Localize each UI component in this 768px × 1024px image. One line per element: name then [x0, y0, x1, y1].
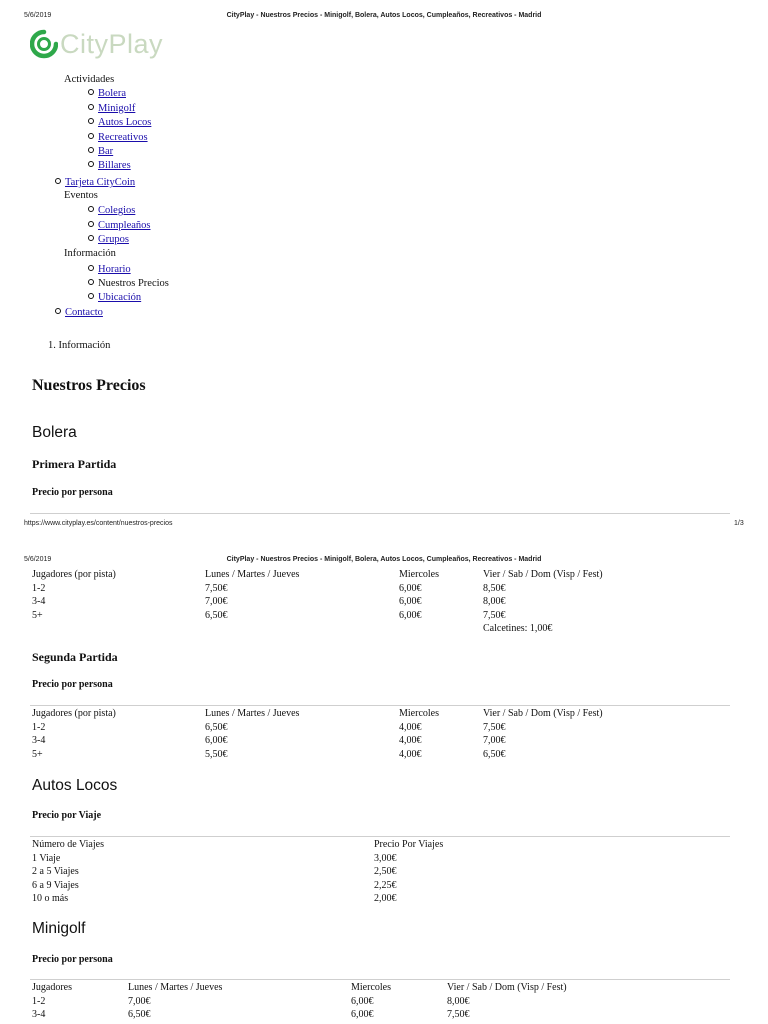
table-row: [32, 595, 732, 609]
table-cell: 3-4: [32, 596, 46, 608]
table-top-rule: [30, 836, 730, 837]
table-autos-locos: [32, 838, 732, 906]
breadcrumb-number: 1.: [48, 340, 56, 351]
table-cell: 6,50€: [205, 609, 228, 621]
menu-item-cumpleanos[interactable]: [88, 219, 151, 233]
subheading-precio-persona: Precio por persona: [32, 487, 113, 498]
logo-text: CityPlay: [60, 28, 164, 59]
table-cell: 5,50€: [205, 748, 228, 760]
menu-item-ubicacion[interactable]: [88, 291, 141, 305]
menu-item-recreativos[interactable]: [88, 131, 148, 145]
section-heading-autos-locos: Autos Locos: [32, 777, 118, 794]
menu-link-autos-locos[interactable]: Autos Locos: [98, 117, 152, 129]
table-header-row: [32, 981, 732, 995]
table-row: [32, 609, 732, 623]
menu-item-colegios[interactable]: [88, 204, 135, 218]
table-header-cell: Miercoles: [399, 569, 439, 580]
menu-link-horario[interactable]: Horario: [98, 263, 131, 275]
table-row: [32, 721, 732, 735]
table-cell: 4,00€: [399, 735, 422, 747]
menu-link-minigolf[interactable]: Minigolf: [98, 102, 136, 114]
table-cell: 4,00€: [399, 721, 422, 733]
table-cell: 7,00€: [483, 735, 506, 747]
bullet-icon: [88, 133, 94, 139]
table-top-rule: [30, 705, 730, 706]
table-cell: 3-4: [32, 1009, 46, 1021]
print-header-title: CityPlay - Nuestros Precios - Minigolf, Bolera, Autos Locos, Cumpleaños, Recreativos - Madrid: [226, 556, 542, 563]
bullet-icon: [88, 89, 94, 95]
bullet-icon: [88, 293, 94, 299]
bullet-icon: [88, 279, 94, 285]
bullet-icon: [88, 118, 94, 124]
table-cell: 6,00€: [351, 1009, 374, 1021]
menu-item-billares[interactable]: [88, 159, 131, 173]
menu-current-nuestros-precios[interactable]: Nuestros Precios: [98, 278, 169, 289]
table-header-cell: Miercoles: [351, 982, 391, 993]
table-row: [32, 995, 732, 1009]
site-logo[interactable]: [30, 28, 163, 60]
table-header-cell: Jugadores: [32, 982, 72, 993]
table-header-cell: Vier / Sab / Dom (Visp / Fest): [483, 569, 603, 580]
table-row: [32, 879, 732, 893]
table-note-row: [32, 622, 732, 636]
table-row: [32, 748, 732, 762]
table-minigolf: [32, 981, 732, 1022]
table-header-row: [32, 707, 732, 721]
table-cell: 5+: [32, 748, 43, 760]
breadcrumb: [48, 340, 110, 351]
menu-link-recreativos[interactable]: Recreativos: [98, 131, 148, 143]
print-header-date: 5/6/2019: [24, 556, 52, 563]
table-cell: 5+: [32, 609, 43, 621]
table-cell: 3,00€: [374, 852, 397, 864]
section-heading-bolera: Bolera: [32, 424, 77, 441]
table-cell: 1-2: [32, 721, 46, 733]
table-cell: 7,50€: [447, 1009, 470, 1021]
bullet-icon: [88, 221, 94, 227]
table-cell: 2,00€: [374, 893, 397, 905]
bullet-icon: [55, 308, 61, 314]
bullet-icon: [55, 178, 61, 184]
menu-link-tarjeta[interactable]: Tarjeta CityCoin: [65, 177, 136, 189]
menu-item-autos-locos[interactable]: [88, 116, 151, 130]
bullet-icon: [88, 161, 94, 167]
menu-item-horario[interactable]: [88, 263, 131, 277]
table-cell: 7,00€: [128, 995, 151, 1007]
table-cell: 8,00€: [483, 596, 506, 608]
bullet-icon: [88, 235, 94, 241]
breadcrumb-item[interactable]: Información: [58, 340, 111, 351]
print-header-date: 5/6/2019: [24, 12, 52, 19]
table-header-cell: Precio Por Viajes: [374, 839, 444, 850]
table-cell: 6,00€: [399, 596, 422, 608]
table-cell: 6 a 9 Viajes: [32, 879, 79, 891]
table-cell: 7,00€: [205, 596, 228, 608]
menu-item-contacto[interactable]: [55, 306, 103, 320]
table-cell: 6,00€: [399, 582, 422, 594]
main-menu: [0, 73, 768, 333]
table-header-cell: Lunes / Martes / Jueves: [205, 569, 300, 580]
table-cell: 3-4: [32, 735, 46, 747]
menu-eventos-label: Eventos: [64, 190, 98, 202]
menu-informacion-label: Información: [64, 248, 116, 260]
table-cell: 6,00€: [351, 995, 374, 1007]
menu-link-billares[interactable]: Billares: [98, 160, 131, 172]
heading-primera-partida: Primera Partida: [32, 457, 117, 471]
socks-price-note: Calcetines: 1,00€: [483, 623, 553, 635]
table-header-cell: Miercoles: [399, 708, 439, 719]
table-header-cell: Jugadores (por pista): [32, 569, 116, 580]
menu-link-ubicacion[interactable]: Ubicación: [98, 292, 142, 304]
table-cell: 4,00€: [399, 748, 422, 760]
menu-link-bar[interactable]: Bar: [98, 146, 114, 157]
table-cell: 2 a 5 Viajes: [32, 866, 79, 878]
table-cell: 6,50€: [483, 748, 506, 760]
table-header-cell: Número de Viajes: [32, 839, 104, 850]
table-cell: 8,50€: [483, 582, 506, 594]
table-cell: 2,25€: [374, 879, 397, 891]
table-cell: 1-2: [32, 995, 46, 1007]
table-header-cell: Vier / Sab / Dom (Visp / Fest): [447, 982, 567, 993]
table-cell: 2,50€: [374, 866, 397, 878]
bullet-icon: [88, 147, 94, 153]
table-header-row: [32, 838, 732, 852]
table-cell: 7,50€: [205, 582, 228, 594]
table-header-cell: Lunes / Martes / Jueves: [128, 982, 223, 993]
heading-segunda-partida: Segunda Partida: [32, 650, 118, 664]
table-cell: 6,00€: [205, 735, 228, 747]
print-header-title: CityPlay - Nuestros Precios - Minigolf, Bolera, Autos Locos, Cumpleaños, Recreativos - Madrid: [226, 12, 542, 19]
table-row: [32, 1008, 732, 1022]
menu-item-nuestros-precios[interactable]: [88, 277, 169, 291]
menu-item-minigolf[interactable]: [88, 102, 135, 116]
table-row: [32, 734, 732, 748]
table-cell: 1 Viaje: [32, 852, 61, 864]
table-header-cell: Vier / Sab / Dom (Visp / Fest): [483, 708, 603, 719]
subheading-precio-persona: Precio por persona: [32, 679, 113, 690]
menu-item-bar[interactable]: [88, 145, 113, 159]
table-top-rule: [30, 979, 730, 980]
table-cell: 1-2: [32, 582, 46, 594]
table-cell: 7,50€: [483, 609, 506, 621]
table-row: [32, 852, 732, 866]
table-cell: 6,50€: [128, 1009, 151, 1021]
table-cell: 8,00€: [447, 995, 470, 1007]
table-header-cell: Jugadores (por pista): [32, 708, 116, 719]
menu-item-bolera[interactable]: [88, 87, 126, 101]
print-footer-url: https://www.cityplay.es/content/nuestros-precios: [24, 520, 173, 527]
table-row: [32, 865, 732, 879]
menu-link-colegios[interactable]: Colegios: [98, 205, 136, 217]
menu-item-grupos[interactable]: [88, 233, 129, 247]
table-row: [32, 892, 732, 906]
bullet-icon: [88, 206, 94, 212]
table-cell: 6,50€: [205, 721, 228, 733]
page-break-rule: [30, 513, 730, 514]
menu-link-bolera[interactable]: Bolera: [98, 88, 126, 100]
table-header-row: [32, 568, 732, 582]
menu-link-cumpleanos[interactable]: Cumpleaños: [98, 219, 151, 231]
menu-actividades-label: Actividades: [64, 74, 115, 85]
menu-link-grupos[interactable]: Grupos: [98, 234, 129, 245]
bullet-icon: [88, 104, 94, 110]
table-cell: 7,50€: [483, 721, 506, 733]
cityplay-logo-icon: [30, 28, 58, 60]
table-row: [32, 582, 732, 596]
section-heading-minigolf: Minigolf: [32, 920, 86, 937]
table-bolera-primera: [32, 568, 732, 636]
table-cell: 6,00€: [399, 609, 422, 621]
subheading-precio-viaje: Precio por Viaje: [32, 810, 102, 821]
bullet-icon: [88, 265, 94, 271]
table-header-cell: Lunes / Martes / Jueves: [205, 708, 300, 719]
menu-link-contacto[interactable]: Contacto: [65, 306, 103, 318]
table-cell: 10 o más: [32, 893, 69, 905]
print-footer-page: 1/3: [734, 520, 744, 527]
subheading-precio-persona: Precio por persona: [32, 954, 113, 965]
page-title: Nuestros Precios: [32, 377, 146, 394]
table-bolera-segunda: [32, 707, 732, 761]
